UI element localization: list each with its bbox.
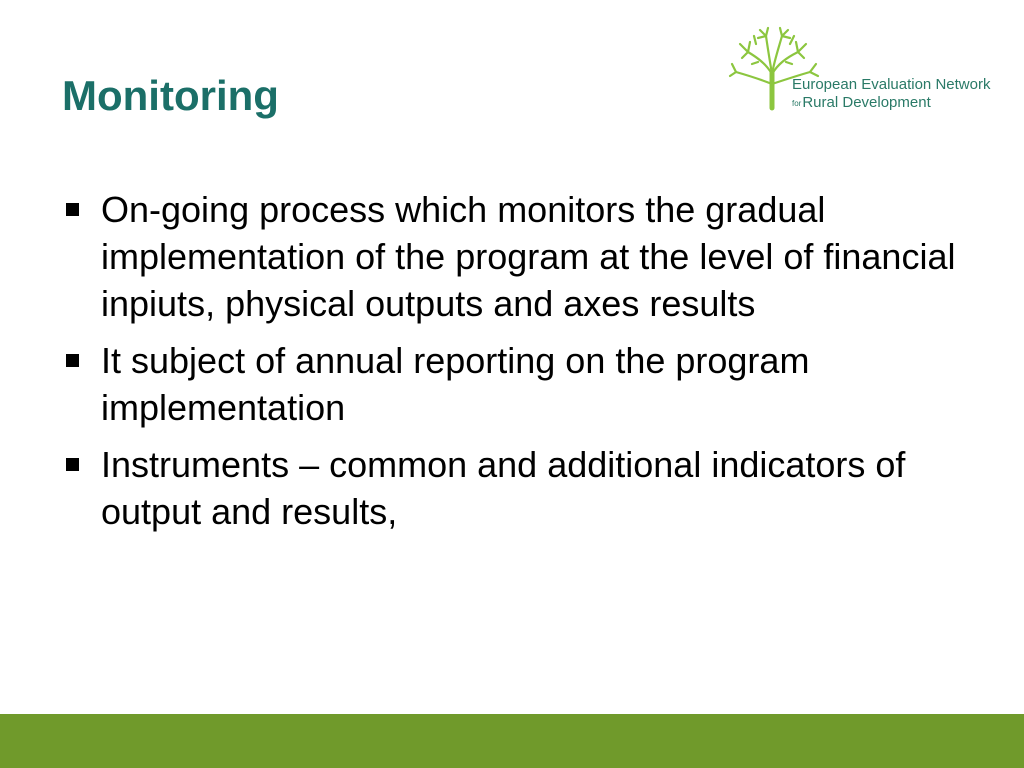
bullet-text: It subject of annual reporting on the program implementation <box>101 340 810 428</box>
square-bullet-icon <box>66 458 79 471</box>
organization-logo <box>728 24 1012 112</box>
square-bullet-icon <box>66 203 79 216</box>
bullet-text: Instruments – common and additional indicators of output and results, <box>101 444 906 532</box>
organization-name-line2-text: Rural Development <box>802 94 931 111</box>
bullet-item <box>64 441 964 535</box>
organization-name-line2 <box>792 94 1012 112</box>
slide-title: Monitoring <box>62 72 279 119</box>
bullet-item <box>64 337 964 431</box>
bullet-text: On-going process which monitors the gradual implementation of the program at the level of financial inpiuts, physical outputs and axes results <box>101 189 956 324</box>
organization-name-line1: European Evaluation Network <box>792 76 991 93</box>
bullet-item <box>64 186 964 327</box>
organization-name-prefix: for <box>792 99 802 108</box>
footer-band <box>0 714 1024 768</box>
bullet-list <box>64 186 964 545</box>
organization-name <box>792 76 1012 112</box>
square-bullet-icon <box>66 354 79 367</box>
